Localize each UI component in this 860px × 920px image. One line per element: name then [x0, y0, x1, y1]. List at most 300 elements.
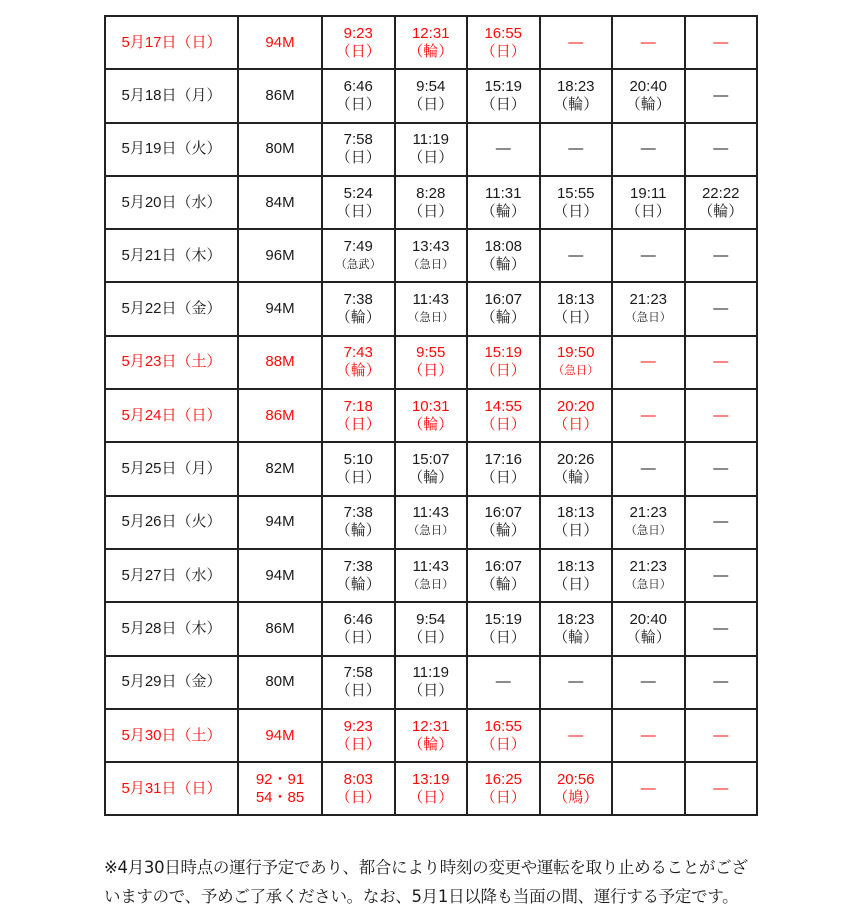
- footnote: [104, 853, 764, 911]
- departure-cell: [322, 442, 395, 495]
- schedule-row: [105, 69, 757, 122]
- departure-cell: [467, 16, 540, 69]
- departure-cell: [467, 176, 540, 229]
- date-cell: 5月25日（月）: [105, 442, 238, 495]
- departure-cell: [395, 69, 468, 122]
- dash: ―: [640, 246, 656, 264]
- departure-cell: [467, 709, 540, 762]
- empty-slot-cell: [685, 229, 758, 282]
- departure-cell: [612, 282, 685, 335]
- departure-time: 10:31: [411, 397, 450, 415]
- departure-cell: [612, 69, 685, 122]
- train-type: （急日）: [625, 312, 672, 325]
- departure-time: 15:19: [484, 610, 523, 628]
- train-type: （日）: [408, 628, 454, 646]
- departure-cell: [322, 176, 395, 229]
- empty-slot-cell: [540, 229, 613, 282]
- empty-slot-cell: [612, 16, 685, 69]
- unit-number: 94M: [265, 513, 295, 531]
- empty-slot-cell: [685, 16, 758, 69]
- train-type: （輪）: [335, 309, 381, 327]
- empty-slot-cell: [685, 69, 758, 122]
- train-type: （輪）: [625, 95, 671, 113]
- train-type: （輪）: [408, 42, 454, 60]
- train-type: （輪）: [335, 522, 381, 540]
- date-cell: 5月27日（水）: [105, 549, 238, 602]
- schedule-row: [105, 176, 757, 229]
- dash: ―: [713, 779, 729, 797]
- departure-time: 7:18: [343, 397, 373, 415]
- empty-slot-cell: [685, 762, 758, 815]
- empty-slot-cell: [612, 229, 685, 282]
- departure-cell: [540, 389, 613, 442]
- train-type: （急武）: [335, 258, 382, 271]
- dash: ―: [495, 140, 511, 158]
- date-cell: 5月20日（水）: [105, 176, 238, 229]
- unit-number: 94M: [265, 300, 295, 318]
- departure-cell: [395, 282, 468, 335]
- departure-time: 11:19: [412, 131, 449, 149]
- departure-time: 9:55: [416, 344, 446, 362]
- train-type: （輪）: [335, 362, 381, 380]
- train-type: （急日）: [625, 578, 672, 591]
- departure-time: 8:03: [343, 770, 373, 788]
- unit-cell: [238, 442, 322, 495]
- footnote-line-2: いますので、予めご了承ください。なお、5月1日以降も当面の間、運行する予定です。: [104, 887, 739, 906]
- dash: ―: [495, 673, 511, 691]
- departure-cell: [322, 123, 395, 176]
- train-type: （輪）: [553, 628, 599, 646]
- train-type: （日）: [408, 149, 454, 167]
- departure-cell: [540, 336, 613, 389]
- empty-slot-cell: [540, 656, 613, 709]
- departure-cell: [467, 336, 540, 389]
- departure-time: 12:31: [411, 24, 450, 42]
- departure-cell: [322, 709, 395, 762]
- date-cell: 5月29日（金）: [105, 656, 238, 709]
- departure-time: 15:55: [556, 184, 595, 202]
- unit-cell: [238, 336, 322, 389]
- train-type: （日）: [480, 788, 526, 806]
- date-cell: 5月22日（金）: [105, 282, 238, 335]
- dash: ―: [640, 406, 656, 424]
- departure-time: 18:23: [556, 77, 595, 95]
- empty-slot-cell: [685, 549, 758, 602]
- unit-number: 96M: [265, 246, 295, 264]
- train-type: （輪）: [408, 735, 454, 753]
- departure-cell: [322, 762, 395, 815]
- schedule-row: [105, 656, 757, 709]
- train-type: （日）: [480, 42, 526, 60]
- dash: ―: [568, 140, 584, 158]
- departure-time: 6:46: [343, 77, 373, 95]
- departure-cell: [540, 176, 613, 229]
- dash: ―: [640, 779, 656, 797]
- dash: ―: [713, 460, 729, 478]
- departure-cell: [395, 389, 468, 442]
- departure-cell: [685, 176, 758, 229]
- dash: ―: [713, 673, 729, 691]
- departure-cell: [395, 549, 468, 602]
- departure-time: 21:23: [629, 291, 668, 309]
- unit-cell: [238, 549, 322, 602]
- train-type: （輪）: [408, 415, 454, 433]
- departure-cell: [395, 602, 468, 655]
- departure-cell: [612, 602, 685, 655]
- train-type: （日）: [335, 95, 381, 113]
- unit-number: 94M: [265, 566, 295, 584]
- departure-cell: [395, 336, 468, 389]
- empty-slot-cell: [685, 656, 758, 709]
- departure-cell: [467, 762, 540, 815]
- train-type: （日）: [553, 309, 599, 327]
- departure-time: 7:58: [343, 131, 373, 149]
- train-type: （日）: [335, 788, 381, 806]
- train-type: （急日）: [625, 525, 672, 538]
- date-cell: 5月21日（木）: [105, 229, 238, 282]
- departure-time: 11:19: [412, 664, 449, 682]
- dash: ―: [713, 406, 729, 424]
- date-cell: 5月23日（土）: [105, 336, 238, 389]
- schedule-row: [105, 282, 757, 335]
- departure-cell: [467, 229, 540, 282]
- train-type: （日）: [553, 522, 599, 540]
- date-cell: 5月28日（木）: [105, 602, 238, 655]
- departure-cell: [322, 229, 395, 282]
- train-type: （急日）: [407, 525, 454, 538]
- dash: ―: [713, 246, 729, 264]
- schedule-row: [105, 389, 757, 442]
- unit-number: 88M: [265, 353, 295, 371]
- departure-cell: [395, 762, 468, 815]
- train-type: （日）: [335, 735, 381, 753]
- train-type: （日）: [408, 682, 454, 700]
- dash: ―: [713, 86, 729, 104]
- train-type: （日）: [480, 735, 526, 753]
- departure-cell: [395, 656, 468, 709]
- train-type: （日）: [480, 469, 526, 487]
- dash: ―: [713, 353, 729, 371]
- dash: ―: [568, 726, 584, 744]
- train-type: （輪）: [553, 95, 599, 113]
- departure-cell: [612, 176, 685, 229]
- departure-cell: [322, 389, 395, 442]
- date-cell: 5月19日（火）: [105, 123, 238, 176]
- schedule-row: [105, 602, 757, 655]
- train-type: （日）: [553, 415, 599, 433]
- train-type: （日）: [480, 415, 526, 433]
- departure-time: 9:23: [343, 24, 373, 42]
- empty-slot-cell: [685, 709, 758, 762]
- train-type: （輪）: [625, 628, 671, 646]
- departure-time: 16:07: [484, 557, 523, 575]
- departure-time: 19:11: [630, 184, 667, 202]
- departure-time: 16:55: [484, 24, 523, 42]
- unit-cell: [238, 762, 322, 815]
- departure-cell: [540, 549, 613, 602]
- departure-time: 7:43: [343, 344, 373, 362]
- schedule-table: [104, 15, 758, 816]
- train-type: （日）: [335, 628, 381, 646]
- departure-cell: [467, 389, 540, 442]
- schedule-row: [105, 123, 757, 176]
- dash: ―: [568, 246, 584, 264]
- train-type: （輪）: [480, 522, 526, 540]
- departure-cell: [540, 602, 613, 655]
- departure-time: 16:25: [484, 770, 523, 788]
- departure-time: 13:43: [411, 237, 450, 255]
- departure-time: 6:46: [343, 610, 373, 628]
- dash: ―: [713, 619, 729, 637]
- departure-time: 20:40: [629, 610, 668, 628]
- empty-slot-cell: [685, 336, 758, 389]
- departure-cell: [322, 69, 395, 122]
- departure-cell: [467, 549, 540, 602]
- departure-cell: [322, 496, 395, 549]
- schedule-row: [105, 442, 757, 495]
- departure-time: 8:28: [416, 184, 446, 202]
- train-type: （日）: [553, 575, 599, 593]
- departure-cell: [395, 229, 468, 282]
- train-type: （鳩）: [553, 788, 599, 806]
- departure-cell: [322, 282, 395, 335]
- empty-slot-cell: [612, 762, 685, 815]
- train-type: （輪）: [335, 575, 381, 593]
- departure-time: 9:23: [343, 717, 373, 735]
- schedule-row: [105, 336, 757, 389]
- dash: ―: [640, 140, 656, 158]
- unit-number: 82M: [265, 460, 295, 478]
- unit-cell: [238, 709, 322, 762]
- departure-cell: [612, 496, 685, 549]
- train-type: （輪）: [698, 202, 744, 220]
- dash: ―: [640, 726, 656, 744]
- train-type: （日）: [335, 202, 381, 220]
- departure-cell: [395, 442, 468, 495]
- dash: ―: [640, 673, 656, 691]
- dash: ―: [713, 566, 729, 584]
- departure-time: 19:50: [556, 344, 595, 362]
- departure-cell: [467, 282, 540, 335]
- departure-time: 16:07: [484, 291, 523, 309]
- train-type: （日）: [480, 362, 526, 380]
- departure-time: 7:49: [343, 237, 373, 255]
- train-type: （日）: [408, 202, 454, 220]
- departure-cell: [395, 16, 468, 69]
- unit-number: 84M: [265, 193, 295, 211]
- date-cell: 5月30日（土）: [105, 709, 238, 762]
- empty-slot-cell: [685, 123, 758, 176]
- departure-cell: [322, 16, 395, 69]
- departure-cell: [395, 709, 468, 762]
- unit-number: 92・91: [255, 770, 305, 788]
- train-type: （日）: [335, 469, 381, 487]
- unit-number: 94M: [265, 33, 295, 51]
- departure-time: 7:58: [343, 664, 373, 682]
- dash: ―: [713, 140, 729, 158]
- train-type: （輪）: [408, 469, 454, 487]
- train-type: （日）: [625, 202, 671, 220]
- unit-cell: [238, 176, 322, 229]
- departure-time: 20:26: [556, 451, 595, 469]
- dash: ―: [640, 460, 656, 478]
- departure-time: 16:07: [484, 504, 523, 522]
- train-type: （日）: [408, 362, 454, 380]
- train-type: （日）: [335, 415, 381, 433]
- departure-time: 17:16: [484, 451, 523, 469]
- date-cell: 5月17日（日）: [105, 16, 238, 69]
- departure-time: 20:20: [556, 397, 595, 415]
- departure-time: 11:43: [412, 557, 449, 575]
- departure-time: 16:55: [484, 717, 523, 735]
- date-cell: 5月31日（日）: [105, 762, 238, 815]
- schedule-row: [105, 496, 757, 549]
- departure-cell: [467, 69, 540, 122]
- departure-time: 22:22: [701, 184, 740, 202]
- departure-time: 21:23: [629, 557, 668, 575]
- train-type: （日）: [553, 202, 599, 220]
- train-type: （日）: [480, 95, 526, 113]
- departure-time: 14:55: [484, 397, 523, 415]
- departure-cell: [322, 656, 395, 709]
- empty-slot-cell: [685, 389, 758, 442]
- unit-cell: [238, 69, 322, 122]
- departure-cell: [395, 176, 468, 229]
- departure-time: 15:19: [484, 344, 523, 362]
- departure-time: 5:24: [343, 184, 373, 202]
- departure-time: 13:19: [411, 770, 450, 788]
- unit-number: 94M: [265, 726, 295, 744]
- departure-cell: [467, 496, 540, 549]
- unit-cell: [238, 496, 322, 549]
- departure-cell: [467, 602, 540, 655]
- departure-cell: [322, 336, 395, 389]
- departure-time: 11:43: [412, 291, 449, 309]
- footnote-line-1: ※4月30日時点の運行予定であり、都合により時刻の変更や運転を取り止めることがござ: [104, 858, 748, 877]
- empty-slot-cell: [612, 442, 685, 495]
- train-type: （日）: [408, 788, 454, 806]
- empty-slot-cell: [612, 389, 685, 442]
- dash: ―: [640, 353, 656, 371]
- schedule-row: [105, 16, 757, 69]
- train-type: （日）: [335, 682, 381, 700]
- departure-time: 5:10: [343, 451, 373, 469]
- empty-slot-cell: [540, 16, 613, 69]
- empty-slot-cell: [685, 442, 758, 495]
- date-cell: 5月18日（月）: [105, 69, 238, 122]
- departure-time: 18:13: [556, 557, 595, 575]
- departure-cell: [322, 549, 395, 602]
- empty-slot-cell: [612, 656, 685, 709]
- empty-slot-cell: [612, 336, 685, 389]
- empty-slot-cell: [612, 123, 685, 176]
- dash: ―: [568, 673, 584, 691]
- dash: ―: [713, 726, 729, 744]
- dash: ―: [713, 513, 729, 531]
- departure-cell: [540, 69, 613, 122]
- schedule-row: [105, 549, 757, 602]
- departure-time: 15:19: [484, 77, 523, 95]
- schedule-body: [105, 16, 757, 815]
- departure-time: 9:54: [416, 77, 446, 95]
- unit-number: 86M: [265, 86, 295, 104]
- empty-slot-cell: [540, 709, 613, 762]
- train-type: （日）: [480, 628, 526, 646]
- train-type: （日）: [335, 149, 381, 167]
- train-type: （輪）: [480, 202, 526, 220]
- empty-slot-cell: [540, 123, 613, 176]
- departure-cell: [395, 496, 468, 549]
- train-type: （輪）: [480, 575, 526, 593]
- train-type: （急日）: [407, 312, 454, 325]
- dash: ―: [713, 300, 729, 318]
- train-type: （輪）: [480, 255, 526, 273]
- unit-cell: [238, 602, 322, 655]
- unit-number: 80M: [265, 140, 295, 158]
- departure-time: 7:38: [343, 504, 373, 522]
- train-type: （急日）: [407, 258, 454, 271]
- unit-cell: [238, 16, 322, 69]
- empty-slot-cell: [685, 602, 758, 655]
- date-cell: 5月26日（火）: [105, 496, 238, 549]
- train-type: （輪）: [480, 309, 526, 327]
- unit-number: 80M: [265, 673, 295, 691]
- schedule-row: [105, 709, 757, 762]
- empty-slot-cell: [685, 282, 758, 335]
- train-type: （輪）: [553, 469, 599, 487]
- departure-time: 12:31: [411, 717, 450, 735]
- unit-number-2: 54・85: [255, 788, 305, 806]
- departure-cell: [612, 549, 685, 602]
- unit-number: 86M: [265, 406, 295, 424]
- unit-cell: [238, 656, 322, 709]
- departure-time: 11:31: [485, 184, 522, 202]
- departure-time: 18:23: [556, 610, 595, 628]
- departure-time: 18:13: [556, 504, 595, 522]
- unit-cell: [238, 229, 322, 282]
- empty-slot-cell: [467, 123, 540, 176]
- departure-time: 7:38: [343, 557, 373, 575]
- dash: ―: [713, 33, 729, 51]
- dash: ―: [640, 33, 656, 51]
- schedule-row: [105, 762, 757, 815]
- train-type: （日）: [335, 42, 381, 60]
- unit-number: 86M: [265, 619, 295, 637]
- departure-cell: [540, 442, 613, 495]
- departure-cell: [395, 123, 468, 176]
- departure-cell: [540, 282, 613, 335]
- dash: ―: [568, 33, 584, 51]
- train-type: （日）: [408, 95, 454, 113]
- departure-time: 9:54: [416, 610, 446, 628]
- departure-time: 21:23: [629, 504, 668, 522]
- departure-time: 15:07: [411, 451, 450, 469]
- departure-time: 20:56: [556, 770, 595, 788]
- departure-time: 18:08: [484, 237, 523, 255]
- departure-cell: [322, 602, 395, 655]
- unit-cell: [238, 282, 322, 335]
- departure-time: 20:40: [629, 77, 668, 95]
- empty-slot-cell: [612, 709, 685, 762]
- departure-time: 7:38: [343, 291, 373, 309]
- departure-time: 11:43: [412, 504, 449, 522]
- departure-cell: [540, 762, 613, 815]
- empty-slot-cell: [467, 656, 540, 709]
- unit-cell: [238, 123, 322, 176]
- train-type: （急日）: [552, 365, 599, 378]
- unit-cell: [238, 389, 322, 442]
- departure-cell: [467, 442, 540, 495]
